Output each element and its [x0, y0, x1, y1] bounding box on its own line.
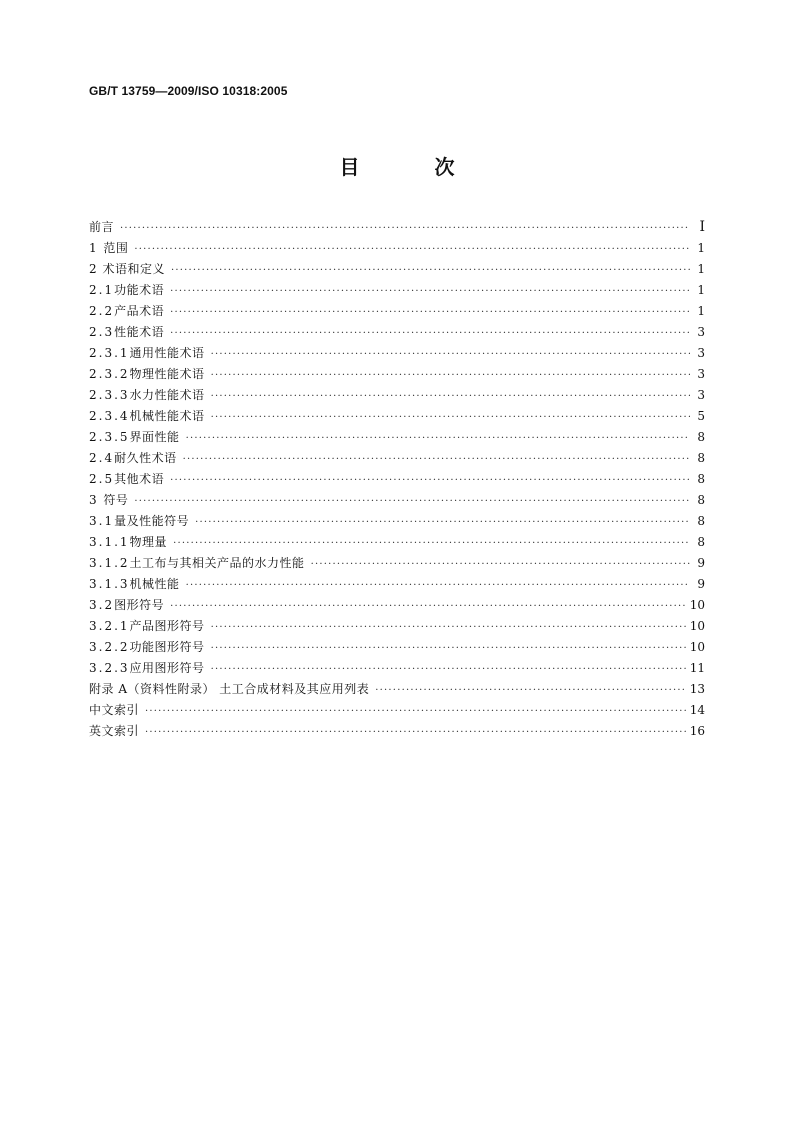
toc-dot-leader: [134, 491, 690, 512]
toc-entry[interactable]: [89, 637, 705, 658]
toc-entry-number: 2.3.2: [89, 367, 130, 381]
toc-entry-number: 3: [89, 493, 99, 507]
toc-entry[interactable]: [89, 490, 705, 511]
toc-entry-page-number: 10: [689, 598, 705, 612]
toc-entry[interactable]: [89, 364, 705, 385]
toc-dot-leader: [211, 407, 690, 428]
toc-entry[interactable]: [89, 532, 705, 553]
toc-entry-page-number: 3: [697, 325, 705, 339]
toc-dot-leader: [170, 470, 690, 491]
toc-entry-label: 耐久性术语: [114, 451, 177, 465]
toc-entry[interactable]: [89, 595, 705, 616]
toc-entry-number: 3.2.3: [89, 661, 130, 675]
toc-dot-leader: [170, 323, 690, 344]
toc-entry-label: 功能图形符号: [129, 640, 205, 654]
toc-entry[interactable]: [89, 574, 705, 595]
toc-entry-page-number: 9: [697, 577, 705, 591]
toc-entry-number: 2.1: [89, 283, 115, 297]
toc-entry-page-number: 8: [697, 430, 705, 444]
toc-entry-number: 1: [89, 241, 99, 255]
toc-entry-label: 水力性能术语: [129, 388, 205, 402]
toc-entry-label: 土工布与其相关产品的水力性能: [129, 556, 305, 570]
toc-entry-page-number: 8: [697, 493, 705, 507]
toc-dot-leader: [195, 512, 690, 533]
toc-entry[interactable]: [89, 658, 705, 679]
toc-entry-page-number: 10: [689, 640, 705, 654]
toc-entry[interactable]: [89, 700, 705, 721]
toc-dot-leader: [183, 449, 690, 470]
toc-entry[interactable]: [89, 511, 705, 532]
toc-entry[interactable]: [89, 217, 705, 238]
toc-entry-label: 物理性能术语: [129, 367, 205, 381]
toc-entry-page-number: 3: [697, 346, 705, 360]
toc-entry-label: 性能术语: [114, 325, 165, 339]
toc-entry-label: 范围: [103, 241, 129, 255]
toc-entry-label: 英文索引: [89, 724, 140, 738]
toc-dot-leader: [211, 344, 690, 365]
toc-entry-number: 2.2: [89, 304, 115, 318]
toc-entry-number: 2.3.5: [89, 430, 130, 444]
toc-dot-leader: [211, 617, 687, 638]
toc-dot-leader: [173, 533, 690, 554]
toc-entry[interactable]: [89, 553, 705, 574]
toc-dot-leader: [375, 680, 686, 701]
toc-entry-label: 功能术语: [114, 283, 165, 297]
toc-entry-number: 2: [89, 262, 99, 276]
toc-dot-leader: [170, 281, 690, 302]
toc-entry[interactable]: [89, 238, 705, 259]
toc-entry[interactable]: [89, 259, 705, 280]
toc-entry-number: 3.2.1: [89, 619, 130, 633]
toc-dot-leader: [211, 638, 687, 659]
toc-entry-label: 术语和定义: [102, 262, 165, 276]
table-of-contents: [89, 217, 705, 742]
toc-entry-label: 机械性能术语: [129, 409, 205, 423]
toc-entry-page-number: 11: [689, 661, 705, 675]
toc-entry-page-number: 1: [697, 241, 705, 255]
toc-dot-leader: [311, 554, 690, 575]
toc-dot-leader: [145, 701, 687, 722]
toc-entry-number: 3.1.1: [89, 535, 130, 549]
toc-dot-leader: [120, 218, 690, 239]
toc-entry-number: 3.2: [89, 598, 115, 612]
toc-entry-page-number: 13: [689, 682, 705, 696]
toc-entry-page-number: 8: [697, 451, 705, 465]
toc-entry-label: 机械性能: [129, 577, 180, 591]
toc-dot-leader: [211, 386, 690, 407]
toc-dot-leader: [171, 260, 690, 281]
toc-dot-leader: [186, 575, 690, 596]
toc-entry[interactable]: [89, 679, 705, 700]
toc-entry-number: 2.3.3: [89, 388, 130, 402]
toc-entry[interactable]: [89, 385, 705, 406]
toc-entry-page-number: 5: [697, 409, 705, 423]
toc-dot-leader: [211, 365, 690, 386]
toc-entry-page-number: 10: [689, 619, 705, 633]
toc-entry-page-number: 3: [697, 388, 705, 402]
toc-entry-number: 2.3.1: [89, 346, 130, 360]
toc-entry-number: 3.2.2: [89, 640, 130, 654]
toc-entry[interactable]: [89, 322, 705, 343]
toc-entry-label: 产品图形符号: [129, 619, 205, 633]
toc-entry-label: 物理量: [129, 535, 168, 549]
toc-entry-page-number: 1: [697, 262, 705, 276]
toc-entry-number: 2.3.4: [89, 409, 130, 423]
toc-entry[interactable]: [89, 406, 705, 427]
toc-entry-number: 3.1: [89, 514, 115, 528]
toc-dot-leader: [170, 596, 687, 617]
toc-entry-page-number: 8: [697, 535, 705, 549]
toc-entry-label: 量及性能符号: [114, 514, 190, 528]
toc-entry-page-number: 3: [697, 367, 705, 381]
toc-dot-leader: [134, 239, 690, 260]
toc-entry-page-number: 14: [689, 703, 705, 717]
toc-entry-page-number: 8: [697, 472, 705, 486]
toc-entry[interactable]: [89, 616, 705, 637]
toc-entry-number: 2.5: [89, 472, 115, 486]
toc-entry-page-number: 8: [697, 514, 705, 528]
page-title: 目 次: [339, 155, 489, 179]
toc-dot-leader: [170, 302, 690, 323]
toc-entry-label: 图形符号: [114, 598, 165, 612]
toc-entry-label: 其他术语: [114, 472, 165, 486]
toc-entry[interactable]: [89, 427, 705, 448]
toc-entry-number: 2.3: [89, 325, 115, 339]
toc-entry-label: 中文索引: [89, 703, 140, 717]
toc-entry-page-number: 1: [697, 283, 705, 297]
toc-entry-number: 3.1.2: [89, 556, 130, 570]
toc-entry[interactable]: [89, 301, 705, 322]
toc-entry[interactable]: [89, 721, 705, 742]
toc-entry-label: 界面性能: [129, 430, 180, 444]
toc-entry-label: 附录 A（资料性附录） 土工合成材料及其应用列表: [89, 682, 370, 696]
toc-entry[interactable]: [89, 280, 705, 301]
toc-entry[interactable]: [89, 343, 705, 364]
toc-entry-page-number: Ⅰ: [699, 219, 705, 235]
toc-entry-label: 应用图形符号: [129, 661, 205, 675]
toc-dot-leader: [211, 659, 687, 680]
toc-dot-leader: [145, 722, 687, 743]
toc-entry-number: 2.4: [89, 451, 115, 465]
toc-entry-page-number: 9: [697, 556, 705, 570]
toc-entry[interactable]: [89, 469, 705, 490]
toc-entry-label: 前言: [89, 220, 115, 234]
toc-entry-page-number: 16: [689, 724, 705, 738]
toc-dot-leader: [186, 428, 690, 449]
toc-entry-label: 通用性能术语: [129, 346, 205, 360]
standard-code-header: GB/T 13759—2009/ISO 10318:2005: [89, 84, 288, 98]
toc-entry[interactable]: [89, 448, 705, 469]
toc-entry-label: 产品术语: [114, 304, 165, 318]
toc-entry-number: 3.1.3: [89, 577, 130, 591]
toc-entry-label: 符号: [103, 493, 129, 507]
toc-entry-page-number: 1: [697, 304, 705, 318]
